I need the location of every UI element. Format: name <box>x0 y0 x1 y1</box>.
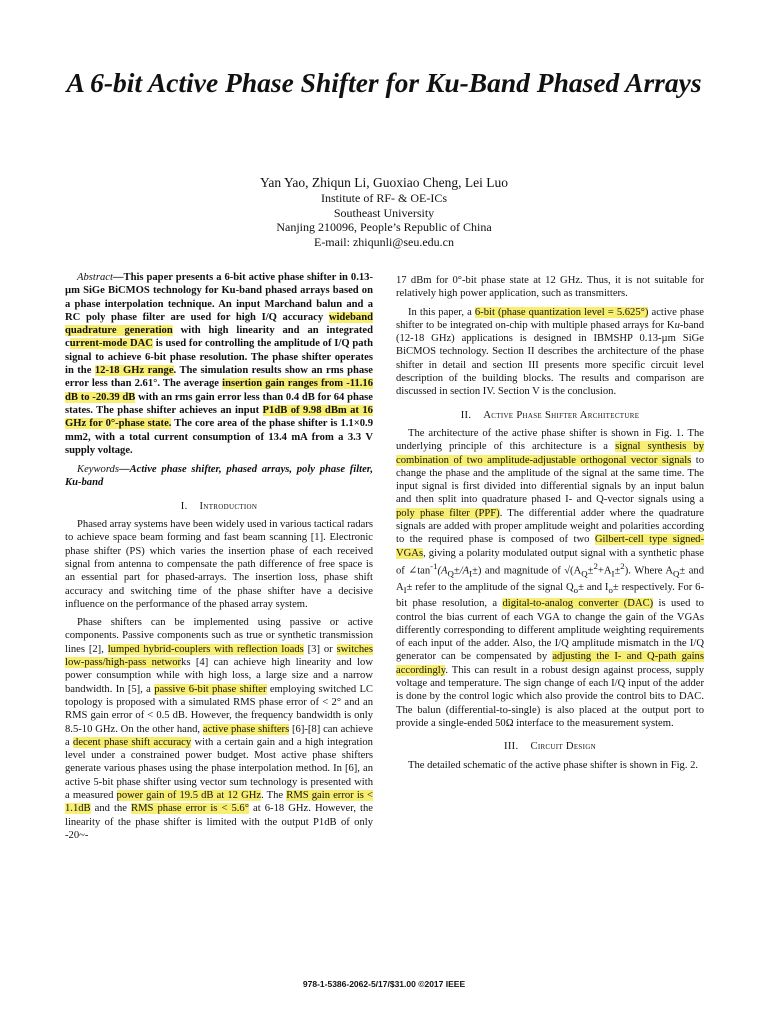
continued-paragraph: 17 dBm for 0°-bit phase state at 12 GHz. Thus, it is not suitable for relatively high power application, such as transmitters. <box>396 275 704 300</box>
body-text: The architecture of the active phase shifter is shown in Fig. 1. The underlying principle of this architecture is a <box>396 427 704 453</box>
body-text: at 6-18 GHz. However, the linearity of the phase shifter is limited with the output P1dB of only -20~- <box>65 803 373 841</box>
section-title: Active Phase Shifter Architecture <box>483 409 640 421</box>
body-text: In this paper, a <box>408 306 475 318</box>
abstract-lead: Abstract <box>77 272 113 283</box>
abstract-text: is used for controlling the amplitude of I/Q path signal to achieve 6-bit phase resolution. The phase shifter operates in the <box>65 338 373 377</box>
intro-paragraph-1: Phased array systems have been widely used in various tactical radars to achieve space beam forming and fast beam scanning [1]. Electronic phase shifter (PS) which varies the insertion phase of each received signal from antenna to compensate the path difference of free space is an essential part for phased-arrays. The insertion loss, phase shift accuracy and switching time of the phase shifter have a decisive influence on the performance of the phased array system. <box>65 519 373 610</box>
body-text: , giving a polarity modulated output signal with a synthetic phase of ∠tan <box>396 547 704 577</box>
abstract-text: . The simulation results show an rms phase error less than 2.61°. The average <box>65 365 373 390</box>
abstract-text: —This paper presents a 6-bit active phase shifter in 0.13-µm SiGe BiCMOS technology for Ku-band phased arrays based on a phase interpolation technique. An input Marchand balun and a RC poly phase filter are used for high I/Q accuracy <box>65 272 373 323</box>
author-block <box>40 174 728 249</box>
affiliation-university: Southeast University <box>333 205 435 220</box>
highlight: 12-18 GHz range <box>94 365 174 377</box>
body-text: is used to control the bias current of each VGA to change the gain of the VGAs differently corresponding to different amplitude weighting requirements of each input of the adder. Also, the I/Q amplitude mismatch in the I/Q generator can be compensated by <box>396 598 704 663</box>
highlight: wideband quadrature generation <box>65 311 373 337</box>
subscript: o <box>608 584 613 595</box>
body-text: ± refer to the amplitude of the signal Q <box>406 581 574 593</box>
body-text: with a certain gain and a high integration level under a constrained power budget. Most active phase shifters generate various phases using the phase interpolation method. In [6], an active 5-bit phase shifter using vector sum technology is presented with a measured <box>65 736 373 801</box>
right-column <box>396 274 704 772</box>
highlight: passive 6-bit phase shifter <box>154 683 267 695</box>
superscript: -1 <box>430 560 438 571</box>
author-email: E-mail: zhiqunli@seu.edu.cn <box>313 234 454 249</box>
body-text: . The <box>261 789 287 801</box>
body-text: to change the phase and the amplitude of the signal at the same time. The input signal is first divided into differential signals by an input balun and then split into quadrature phased I- and Q-vector signals using a <box>396 454 704 506</box>
highlight: power gain of 19.5 dB at 12 GHz <box>116 789 262 801</box>
subscript: I <box>403 584 407 595</box>
body-text: . This can result in a robust design against process, supply voltage and temperature. The sign change of each I/Q input of the adder is done by the control logic which also provide the control bits to DAC. The balun (differential-to-single) is also placed at the output port to provide a single-ended 50Ω interface to the measurement system. <box>396 664 704 729</box>
abstract-text: with an rms gain error less than 0.4 dB for 64 phase states. The phase shifter achieves an input <box>65 391 373 416</box>
highlight: urrent-mode DAC <box>69 338 153 350</box>
section-title: Introduction <box>199 500 258 512</box>
body-text: and the <box>90 803 132 815</box>
body-text: ks [4] can achieve high linearity and low power consumption while with high loss, a large size and a narrow bandwidth. In [5], a <box>65 657 374 695</box>
highlight: decent phase shift accuracy <box>73 736 192 748</box>
highlight: P1dB of 9.98 dBm at 16 GHz for 0°-phase state. <box>65 404 373 430</box>
abstract-text: The core area of the phase shifter is 1.1×0.9 mm2, with a total current consumption of 13.4 mA from a 3.3 V supply voltage. <box>65 418 373 456</box>
highlight: lumped hybrid-couplers with reflection loads <box>107 643 304 655</box>
highlight: active phase shifters <box>202 723 290 735</box>
body-text: Phase shifters can be implemented using passive or active components. Passive components such as true or synthetic transmission lines [2], <box>65 617 373 655</box>
body-text: employing switched LC topology is proposed with a simulated RMS phase error of < 2° and an RMS gain error of < 0.5 dB. However, the frequency bandwidth is only 8.5-10 GHz. On the other hand, <box>65 683 373 735</box>
paper-overview-paragraph <box>396 306 704 399</box>
highlight: switches low-pass/high-pass networ <box>65 643 373 669</box>
keywords-text: —Active phase shifter, phased arrays, poly phase filter, Ku-band <box>65 464 373 489</box>
formula-text: ±) and magnitude of √(A <box>472 565 582 577</box>
subscript: I <box>469 568 473 579</box>
subscript: I <box>611 568 615 579</box>
copyright-footer: 978-1-5386-2062-5/17/$31.00 ©2017 IEEE <box>302 979 466 989</box>
section-heading-architecture <box>396 409 704 422</box>
highlight: adjusting the I- and Q-path gains accordingly <box>396 651 704 676</box>
formula-text: ± <box>587 565 594 577</box>
body-text: . The differential adder where the quadrature signals are added with proper amplitude weight and polarities according to the required phase is composed of two <box>396 507 704 546</box>
body-text: ± respectively. For 6-bit phase resolution, a <box>396 581 704 610</box>
highlight: signal synthesis by combination of two amplitude-adjustable orthogonal vector signals <box>396 441 705 466</box>
affiliation-institute: Institute of RF- & OE-ICs <box>321 191 447 205</box>
body-text: -band (12-18 GHz) applications is designed in IBMSHP 0.13-µm SiGe BiCMOS technology. Section II describes the architecture of the phase shifter in detail and section III presents more specific circuit level description of the building blocks. The results and comparison are discussed in section IV. Section V is the conclusion. <box>396 319 704 398</box>
body-text: [3] or <box>303 643 337 655</box>
highlight: RMS phase error is < 5.6° <box>131 803 249 815</box>
intro-paragraph-2 <box>65 616 373 842</box>
author-names: Yan Yao, Zhiqun Li, Guoxiao Cheng, Lei Luo <box>260 175 508 190</box>
section-number: II. <box>460 409 472 421</box>
highlight: Gilbert-cell type signed-VGAs <box>396 534 704 559</box>
left-column <box>65 271 373 842</box>
superscript: 2 <box>593 560 598 571</box>
formula-text: ±/A <box>453 565 470 577</box>
subscript: Q <box>673 568 680 579</box>
body-text: ± and I <box>578 581 609 593</box>
subscript: Q <box>581 568 588 579</box>
affiliation-address: Nanjing 210096, People’s Republic of China <box>276 220 492 235</box>
subscript: Q <box>447 568 454 579</box>
section-number: I. <box>180 500 188 512</box>
italic-text: u <box>674 319 680 331</box>
superscript: 2 <box>620 560 625 571</box>
section-title: Circuit Design <box>530 741 596 753</box>
section-number: III. <box>504 741 519 753</box>
architecture-paragraph <box>396 427 704 730</box>
section-heading-circuit-design <box>396 740 704 753</box>
keywords-lead: Keywords <box>77 464 119 476</box>
body-text: active phase shifter to be integrated on-chip with multiple phased arrays for K <box>396 306 704 331</box>
highlight: digital-to-analog converter (DAC) <box>502 598 654 610</box>
highlight: RMS gain error is < 1.1dB <box>65 789 373 815</box>
body-text: ± and A <box>396 565 704 593</box>
highlight: insertion gain ranges from -11.16 dB to -20.39 dB <box>65 378 373 403</box>
highlight: poly phase filter (PPF) <box>396 507 500 519</box>
abstract-text: with high linearity and an integrated c <box>65 325 373 350</box>
abstract <box>65 271 373 457</box>
formula-text: (A <box>437 565 448 577</box>
section-heading-introduction <box>65 500 373 513</box>
body-text: [6]-[8] can achieve a <box>65 723 373 748</box>
body-text: ). Where A <box>624 565 673 577</box>
circuit-design-paragraph: The detailed schematic of the active phase shifter is shown in Fig. 2. <box>408 759 699 771</box>
highlight: 6-bit (phase quantization level = 5.625°) <box>474 306 649 318</box>
keywords <box>65 463 373 490</box>
paper-title: A 6-bit Active Phase Shifter for Ku-Band Phased Arrays <box>66 67 702 98</box>
subscript: o <box>573 584 579 595</box>
formula-text: +A <box>597 565 612 577</box>
formula-text: ± <box>614 565 621 577</box>
